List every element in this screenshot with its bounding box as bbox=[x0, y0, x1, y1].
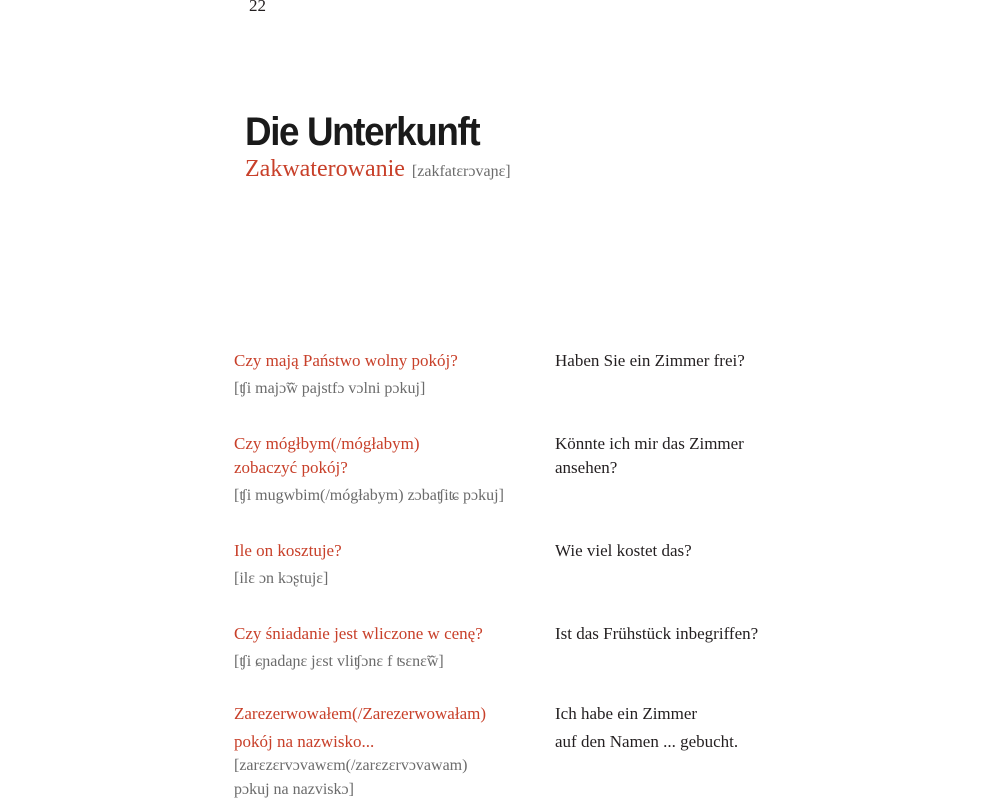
chapter-title: Die Unterkunft bbox=[245, 110, 480, 154]
phonetic-line: [ʧi majɔ̃w̃ pajstfɔ vɔlni pɔkuj] bbox=[234, 380, 426, 397]
polish-phrase bbox=[234, 702, 544, 754]
polish-phrase-line: pokój na nazwisko... bbox=[234, 732, 375, 751]
chapter-subtitle-ipa: [zakfatɛrɔvaɲɛ] bbox=[411, 163, 511, 180]
german-translation bbox=[555, 539, 795, 563]
german-translation bbox=[555, 702, 795, 754]
phonetic-line: pɔkuj na nazviskɔ] bbox=[234, 781, 354, 798]
phonetic-transcription bbox=[234, 567, 554, 591]
polish-phrase-line: Czy mógłbym(/mógłabym) bbox=[234, 434, 420, 453]
phonetic-line: [ʧi mugwbim(/mógłabym) zɔbaʧiʨ pɔkuj] bbox=[234, 487, 504, 504]
german-line: auf den Namen ... gebucht. bbox=[555, 732, 739, 751]
polish-phrase bbox=[234, 539, 544, 563]
phonetic-transcription bbox=[234, 754, 554, 800]
german-line: Wie viel kostet das? bbox=[555, 541, 692, 560]
german-translation bbox=[555, 432, 795, 480]
polish-phrase-line: Czy mają Państwo wolny pokój? bbox=[234, 351, 458, 370]
polish-phrase bbox=[234, 432, 544, 480]
german-line: Haben Sie ein Zimmer frei? bbox=[555, 351, 745, 370]
phonetic-line: [zarɛzɛrvɔvawɛm(/zarɛzɛrvɔvawam) bbox=[234, 757, 468, 774]
chapter-subtitle-polish: Zakwaterowanie bbox=[245, 156, 405, 182]
german-line: Könnte ich mir das Zimmer bbox=[555, 434, 744, 453]
german-line: Ist das Frühstück inbegriffen? bbox=[555, 624, 759, 643]
polish-phrase-line: Ile on kosztuje? bbox=[234, 541, 342, 560]
german-line: ansehen? bbox=[555, 458, 618, 477]
phonetic-transcription bbox=[234, 377, 554, 401]
phonetic-line: [ʧi ɕɲadaɲɛ jɛst vliʧɔnɛ f ʦɛnɛ̃w̃] bbox=[234, 653, 444, 670]
phonetic-transcription bbox=[234, 650, 554, 674]
polish-phrase bbox=[234, 622, 544, 646]
phonetic-line: [ilɛ ɔn kɔʂtujɛ] bbox=[234, 570, 329, 587]
german-line: Ich habe ein Zimmer bbox=[555, 704, 698, 723]
german-translation bbox=[555, 349, 795, 373]
polish-phrase-line: zobaczyć pokój? bbox=[234, 458, 348, 477]
polish-phrase-line: Czy śniadanie jest wliczone w cenę? bbox=[234, 624, 483, 643]
page-number: 22 bbox=[249, 0, 266, 15]
polish-phrase bbox=[234, 349, 544, 373]
german-translation bbox=[555, 622, 795, 646]
phonetic-transcription bbox=[234, 484, 554, 508]
polish-phrase-line: Zarezerwowałem(/Zarezerwowałam) bbox=[234, 704, 487, 723]
